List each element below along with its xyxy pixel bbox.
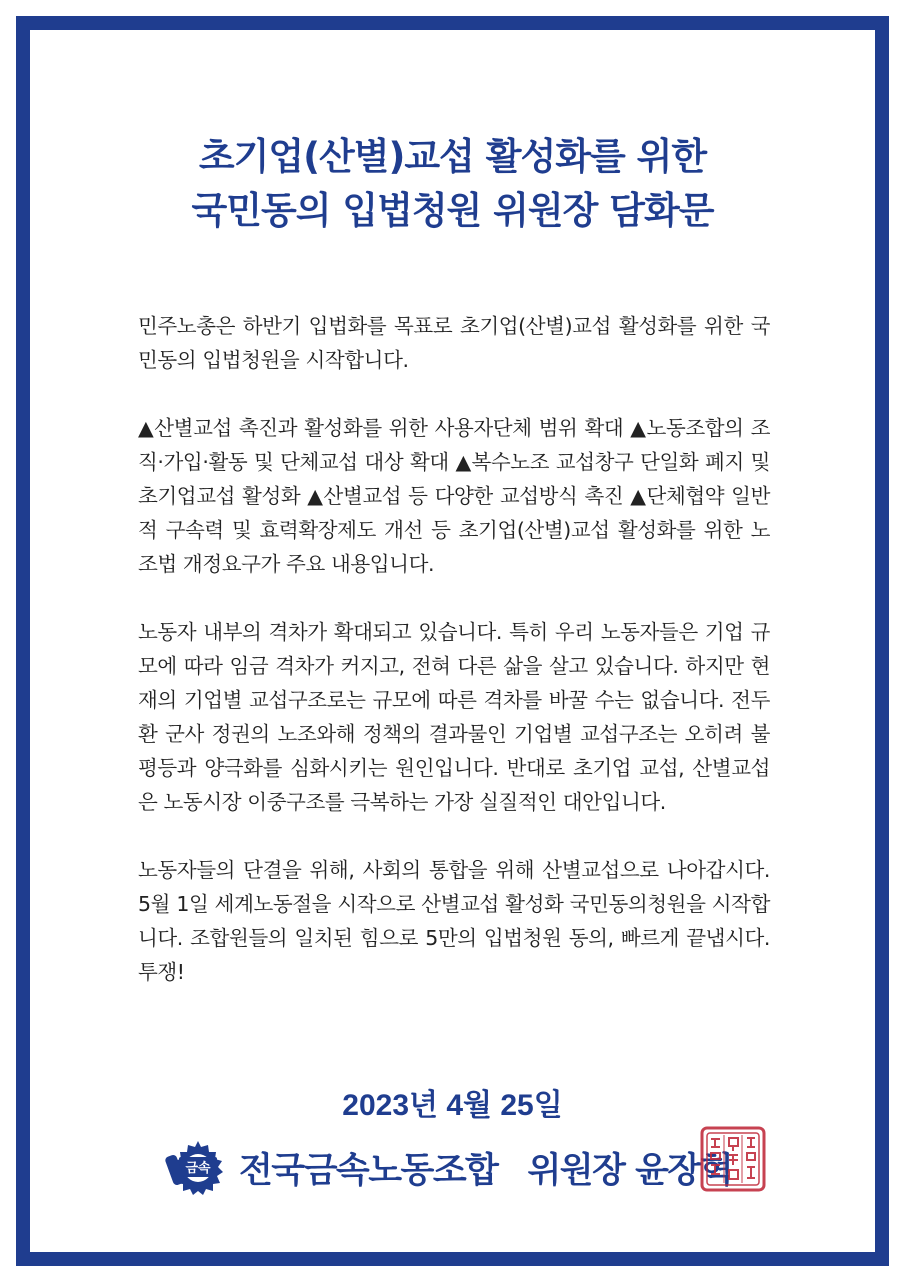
svg-text:금속: 금속 [185, 1161, 211, 1176]
paragraph-4: 노동자들의 단결을 위해, 사회의 통합을 위해 산별교섭으로 나아갑시다. 5월 1일 세계노동절을 시작으로 산별교섭 활성화 국민동의청원을 시작합니다. 조합원들의 일치된 힘으로 5만의 입법청원 동의, 빠르게 끝냅시다. 투쟁! [138, 858, 770, 984]
statement-date: 2023년 4월 25일 [342, 1089, 563, 1122]
signature-block [165, 1133, 732, 1203]
paragraph-1: 민주노총은 하반기 입법화를 목표로 초기업(산별)교섭 활성화를 위한 국민동의 입법청원을 시작합니다. [138, 314, 770, 372]
statement-body [138, 309, 770, 1023]
red-seal-stamp-icon [700, 1126, 766, 1192]
signatory-name: 위원장 윤장혁 [527, 1151, 733, 1191]
title-line-2: 국민동의 입법청원 위원장 담화문 [191, 189, 714, 232]
union-name: 전국금속노동조합 [239, 1151, 498, 1191]
union-logo-icon [165, 1137, 231, 1199]
page-title [0, 130, 905, 238]
paragraph-2: ▲산별교섭 촉진과 활성화를 위한 사용자단체 범위 확대 ▲노동조합의 조직·가입·활동 및 단체교섭 대상 확대 ▲복수노조 교섭창구 단일화 폐지 및 초기업교섭 활성화 ▲산별교섭 등 다양한 교섭방식 촉진 ▲단체협약 일반적 구속력 및 효력확장제도 개선 등 초기업(산별)교섭 활성화를 위한 노조법 개정요구가 주요 내용입니다. [138, 416, 770, 576]
paragraph-3: 노동자 내부의 격차가 확대되고 있습니다. 특히 우리 노동자들은 기업 규모에 따라 임금 격차가 커지고, 전혀 다른 삶을 살고 있습니다. 하지만 현재의 기업별 교섭구조로는 규모에 따른 격차를 바꿀 수는 없습니다. 전두환 군사 정권의 노조와해 정책의 결과물인 기업별 교섭구조는 오히려 불평등과 양극화를 심화시키는 원인입니다. 반대로 초기업 교섭, 산별교섭은 노동시장 이중구조를 극복하는 가장 실질적인 대안입니다. [138, 620, 770, 814]
title-line-1: 초기업(산별)교섭 활성화를 위한 [198, 135, 707, 178]
